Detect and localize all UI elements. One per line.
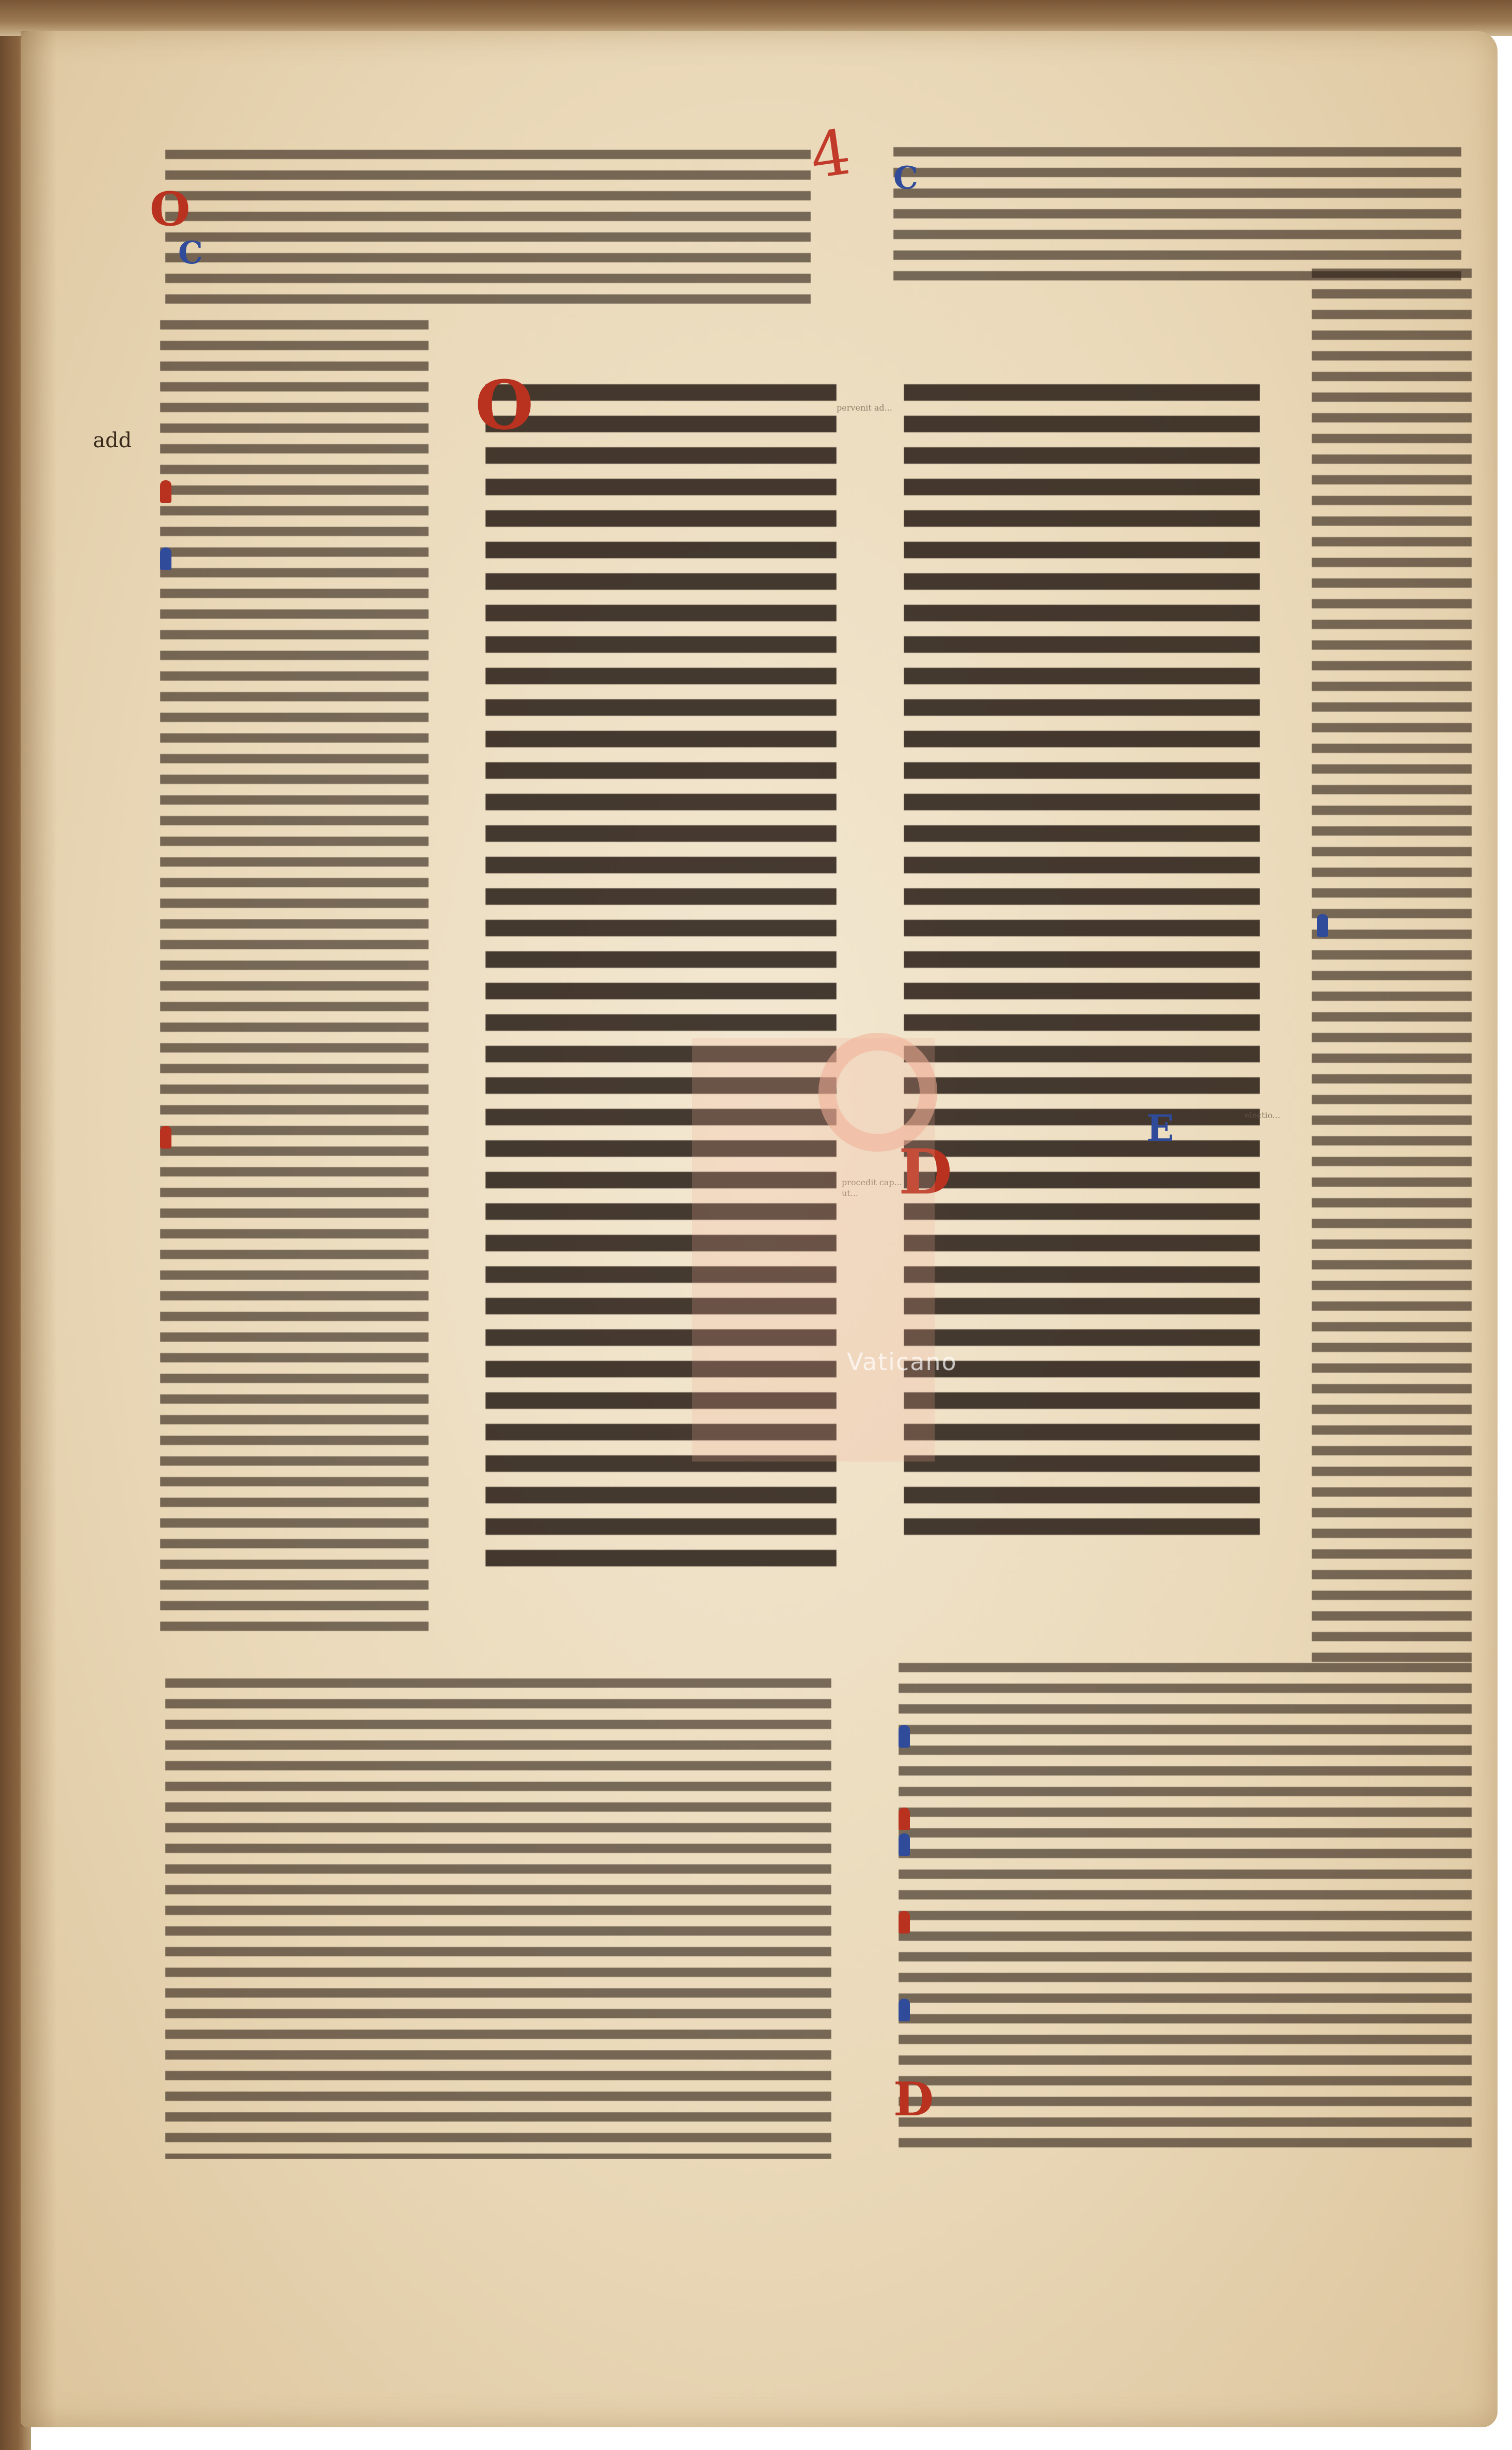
gloss-bottom-right — [899, 1653, 1472, 2159]
marginal-annotation: procedit cap... ut... — [842, 1177, 902, 1198]
gloss-bottom-left — [165, 1668, 831, 2159]
main-text-column-right — [904, 372, 1260, 1560]
paragraph-mark — [899, 1911, 910, 1934]
initial-d-main: D — [899, 1136, 953, 1208]
paragraph-mark — [899, 1725, 910, 1748]
margin-mark: add — [93, 429, 132, 452]
initial-o-gloss: O — [150, 182, 191, 237]
watermark-logo — [818, 1033, 937, 1152]
marginal-annotation: electio... — [1245, 1110, 1281, 1120]
paragraph-mark — [1317, 914, 1328, 937]
initial-c-gloss-right: C — [893, 160, 918, 196]
gloss-left-column — [160, 310, 429, 1663]
initial-o-main: O — [475, 366, 534, 445]
paragraph-mark — [160, 547, 171, 570]
folio-number: 4 — [806, 116, 855, 193]
paragraph-mark — [160, 480, 171, 503]
paragraph-mark — [899, 1833, 910, 1856]
paragraph-mark — [160, 1126, 171, 1149]
initial-c-gloss-left: C — [178, 235, 203, 271]
initial-e-main: E — [1146, 1107, 1174, 1150]
watermark-text: Vaticano — [847, 1348, 957, 1376]
paragraph-mark — [899, 1808, 910, 1830]
gloss-top-left — [165, 139, 811, 310]
gloss-right-column — [1312, 258, 1472, 1684]
manuscript-page — [21, 31, 1498, 2427]
paragraph-mark — [899, 1999, 910, 2021]
initial-d-bottom: D — [893, 2072, 934, 2127]
marginal-annotation: pervenit ad... — [837, 403, 892, 413]
